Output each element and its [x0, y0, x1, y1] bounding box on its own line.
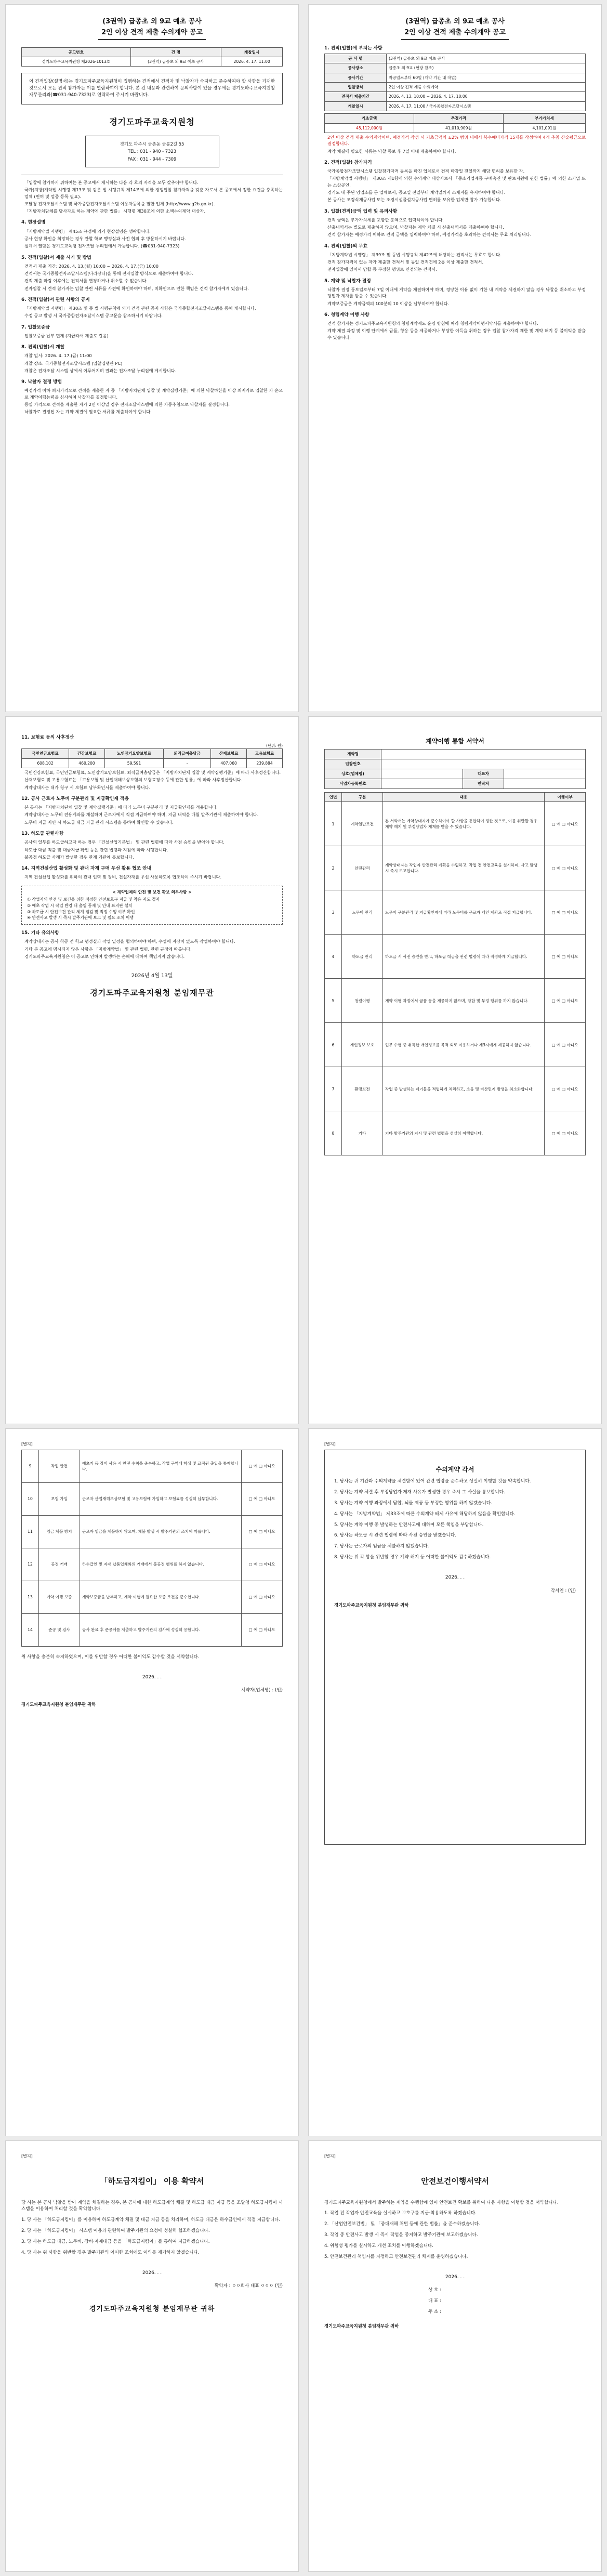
section-line: 경기도파주교육지원청은 이 공고로 인하여 발생하는 손해에 대하여 책임지지 않습니다.: [24, 953, 185, 959]
form-value: [381, 779, 463, 789]
pledge-cell: 환경보전: [342, 1067, 383, 1111]
insurance-header: 건강보험료: [69, 749, 105, 758]
section-line: 개찰 일시: 2026. 4. 17.(금) 11:00: [24, 353, 92, 359]
insurance-value: -: [164, 758, 211, 768]
notice-title: [324, 17, 586, 40]
signature-field: 상 호 :: [428, 2288, 441, 2293]
pledge-cell: 하수급인 및 자재 납품업체와의 거래에서 불공정 행위를 하지 않습니다.: [80, 1548, 242, 1581]
insurance-header: 산재보험료: [211, 749, 247, 758]
info-value: 2026. 4. 13. 10:00 ~ 2026. 4. 17. 10:00: [387, 92, 586, 101]
section-line: 견적 참가자는 경기도파주교육지원청의 청렴계약제도 운영 방침에 따라 청렴계약이행서약서를 제출하여야 합니다.: [327, 320, 538, 326]
cell-base-price: 45,112,000원: [325, 123, 414, 133]
pledge-line: 4. 당 사는 위 사항을 위반할 경우 발주기관의 어떠한 조치에도 이의를 제기하지 않겠습니다.: [21, 2250, 200, 2255]
safety-duty-item: ④ 안전사고 발생 시 즉시 발주기관에 보고 및 필요 조치 이행: [27, 915, 134, 921]
pledge-row: [325, 935, 586, 979]
contact-fax: FAX : 031 - 944 - 7309: [127, 156, 177, 162]
notice-sections: [21, 769, 283, 880]
pledge-cell: 7: [325, 1067, 342, 1111]
pledge-cell: 계약 이행 보증: [39, 1581, 80, 1614]
cell-est-price: 41,010,909원: [414, 123, 503, 133]
pledge-cell: 5: [325, 979, 342, 1023]
info-row: [325, 73, 586, 82]
note-text: 계약 체결에 필요한 서류는 낙찰 통보 후 7일 이내 제출하여야 합니다.: [327, 148, 456, 154]
pledge-closing: 위 사항을 충분히 숙지하였으며, 이를 위반할 경우 어떠한 불이익도 감수할 것을 서약합니다.: [21, 1654, 200, 1660]
pledge-row: [22, 1450, 283, 1483]
pledge-cell: □ 예 □ 아니오: [545, 846, 586, 890]
section-line: 「지방계약법 시행령」 제30조 및 동 법 시행규칙에 의거 견적 관련 공지 사항은 국가종합전자조달시스템을 통해 게시합니다.: [24, 306, 256, 311]
section-line: 동일 가격으로 견적을 제출한 자가 2인 이상일 경우 전자조달시스템에 의한 자동추첨으로 낙찰자를 결정합니다.: [24, 402, 230, 408]
notice-sections: [21, 930, 283, 960]
pledge-cell: 준공 및 검사: [39, 1614, 80, 1647]
signature-field: 대 표 :: [428, 2298, 441, 2304]
info-row: [325, 92, 586, 101]
insurance-header: 국민연금보험료: [22, 749, 69, 758]
section-line: 계약 체결 과정 및 이행 단계에서 금품, 향응 등을 제공하거나 부당한 이득을 취하는 경우 입찰 참가자격 제한 및 계약 해지 등 불이익을 받을 수 있습니다.: [327, 328, 586, 340]
section-line: 「입찰에 참가하기 위하여는 본 공고에서 제시하는 다음 각 호의 자격을 모두 갖추어야 합니다.: [24, 179, 199, 185]
insurance-table: [21, 748, 283, 768]
agency-name: 경기도파주교육지원청: [109, 117, 195, 127]
pledge-cell: □ 예 □ 아니오: [242, 1581, 283, 1614]
pledge-cell: 계약보증금을 납부하고, 계약 이행에 필요한 보증 조건을 준수합니다.: [80, 1581, 242, 1614]
safety-duty-item: ③ 하도급 시 안전보건 관리 체계 점검 및 적정 수행 여부 확인: [27, 909, 135, 914]
pledge-cell: 계약상대자는 작업자 안전관리 계획을 수립하고, 작업 전 안전교육을 실시하며, 사고 발생 시 즉시 보고합니다.: [383, 846, 545, 890]
title-line-1: (3권역) 급종초 외 9교 예초 공사: [405, 18, 505, 25]
form-label: 연락처: [463, 779, 504, 789]
header-vat: 부가가치세: [503, 114, 585, 123]
section-line: 낙찰자 결정 통보일로부터 7일 이내에 계약을 체결하여야 하며, 정당한 이유 없이 기한 내 계약을 체결하지 않을 경우 낙찰을 취소하고 부정당업자 제재를 받을 수 있습니다.: [327, 286, 586, 299]
section-line: 수정 공고 발생 시 국가종합전자조달시스템 공고문을 참조하시기 바랍니다.: [24, 313, 163, 319]
section-heading: 7. 입찰보증금: [21, 324, 50, 330]
pledge-row: [325, 890, 586, 935]
section-line: 전자입찰 시 견적 참가자는 입찰 관련 서류를 사전에 확인하여야 하며, 미확인으로 인한 책임은 견적 참가자에게 있습니다.: [24, 285, 249, 291]
pledge-row: [325, 1067, 586, 1111]
safety-duty-title: < 계약업체의 안전 및 보건 확보 의무사항 >: [112, 889, 192, 895]
title-line-2: 2인 이상 견적 제출 수의계약 공고: [98, 28, 206, 40]
pledge-header: 이행여부: [545, 793, 586, 802]
pledge-line: 5. 당사는 계약 이행 중 발생하는 안전사고에 대하여 모든 책임을 부담합니다.: [334, 1522, 484, 1528]
section-line: 입찰보증금 납부 면제 (지급각서 제출로 갈음): [24, 333, 109, 338]
safety-duty-item: ① 작업자의 안전 및 보건을 위한 적정한 안전보호구 지급 및 착용 지도 철저: [27, 897, 160, 902]
section-heading: 15. 기타 유의사항: [21, 930, 59, 936]
section-heading: 4. 현장설명: [21, 220, 46, 226]
pledge-line: 5. 안전보건관리 책임자를 지정하고 안전보건관리 체계를 운영하겠습니다.: [324, 2254, 468, 2259]
pledge-cell: □ 예 □ 아니오: [545, 1023, 586, 1067]
pledge-cell: 작업 안전: [39, 1450, 80, 1483]
contact-tel: TEL : 031 - 940 - 7323: [127, 149, 177, 154]
section-heading: 6. 견적(입찰)서 관련 사항의 공지: [21, 297, 90, 303]
pledge-row: [325, 1111, 586, 1155]
form-value: [381, 759, 586, 769]
section-line: 계약보증금은 계약금액의 100분의 10 이상을 납부하여야 합니다.: [327, 300, 450, 306]
safety-duty-item: ② 예초 작업 시 작업 반경 내 출입 통제 및 안내 표지판 설치: [27, 903, 133, 908]
pledge-line: 2. 당 사는 「하도급지킴이」 시스템 이용과 관련하여 발주기관의 요청에 성실히 협조하겠습니다.: [21, 2228, 210, 2234]
pledge-cell: 2: [325, 846, 342, 890]
pledge-cell: 안전관리: [342, 846, 383, 890]
info-table: [324, 54, 586, 111]
section-line: 국가종합전자조달시스템 입찰참가자격 등록을 마친 업체로서 견적 마감일 전일까지 해당 면허를 보유한 자.: [327, 168, 525, 174]
pledge-cell: 공사 완료 후 준공계를 제출하고 발주기관의 검사에 성실히 응합니다.: [80, 1614, 242, 1647]
pledge-cell: 청렴이행: [342, 979, 383, 1023]
section-line: 국가(지방)계약법 시행령 제13조 및 같은 법 시행규칙 제14조에 의한 경쟁입찰 참가자격을 갖춘 자로서 본 공고에서 정한 요건을 충족하는 업체 (면허 및 업종 등록 필요).: [24, 187, 283, 199]
signature-line: 확약자 : ㅇㅇ회사 대표 ㅇㅇㅇ (인): [214, 2283, 283, 2289]
notice-sections: [21, 179, 283, 415]
contact-box: [85, 136, 219, 167]
insurance-value: 239,884: [247, 758, 283, 768]
header-open-date: 개찰일시: [221, 47, 283, 57]
intro-box: 이 견적입찰(설명서)는 경기도파주교육지원청이 집행하는 견적에서 견적자 및 낙찰자가 숙지하고 준수하여야 할 사항을 기재한 것으로서 모든 견적 참가자는 이를 열람하여야 합니다. 본 건 내용과 관련하여 문의사항이 있을 경우에는 경기도파주교육지원청 재무관리과(☎031-940-7323)로 연락하여 주시기 바랍니다.: [21, 73, 283, 104]
signature-field: 주 소 :: [428, 2309, 441, 2315]
pledge-cell: 공정 거래: [39, 1548, 80, 1581]
section-line: 견적 금액은 부가가치세를 포함한 총액으로 입력하여야 합니다.: [327, 217, 444, 222]
pledge-cell: 10: [22, 1483, 39, 1516]
pledge-cell: 본 서약서는 계약상대자가 준수하여야 할 사항을 통합하여 정한 것으로, 이를 위반할 경우 계약 해지 및 부정당업자 제재를 받을 수 있습니다.: [383, 802, 545, 846]
form-label: 계약명: [325, 750, 381, 759]
issuing-authority: 경기도파주교육지원청 분임재무관: [90, 988, 214, 998]
pledge-title: 계약이행 통합 서약서: [426, 738, 484, 745]
info-label: 공사기간: [325, 73, 387, 82]
section-line: 낙찰자로 결정된 자는 계약 체결에 필요한 서류를 제출하여야 합니다.: [24, 409, 152, 415]
safety-title: 안전보건이행서약서: [421, 2176, 489, 2186]
pledge-cell: 개인정보 보호: [342, 1023, 383, 1067]
pledge-line: 1. 당 사는 「하도급지킴이」를 이용하여 하도급계약 체결 및 대금 지급 등을 처리하며, 하도급 대금은 하수급인에게 직접 지급합니다.: [21, 2217, 280, 2223]
section-line: 「지방계약법 시행령」 제39조 및 동법 시행규칙 제42조에 해당하는 견적서는 무효로 합니다.: [327, 252, 502, 257]
info-value: (3권역) 급종초 외 9교 예초 공사: [387, 54, 586, 63]
notice-sections: [324, 160, 586, 340]
section-heading: 13. 하도급 관련사항: [21, 831, 64, 837]
section-line: 「지방계약법 시행령」 제30조 제1항에 의한 수의계약 대상자로서 「중소기업제품 구매촉진 및 판로지원에 관한 법률」에 의한 소기업 또는 소상공인.: [327, 176, 586, 188]
pledge-cell: 9: [22, 1450, 39, 1483]
price-table: [324, 113, 586, 133]
form-row: [325, 750, 586, 759]
pledge-cell: 14: [22, 1614, 39, 1647]
signature-line: 각서인 : (인): [550, 1588, 576, 1594]
section-line: 견적 제출 마감 이후에는 견적서를 변경하거나 취소할 수 없습니다.: [24, 278, 148, 284]
section-line: 견적서 제출 기간: 2026. 4. 13.(월) 10:00 ~ 2026. 4. 17.(금) 10:00: [24, 263, 159, 269]
pledge-cell: 업무 수행 중 취득한 개인정보를 목적 외로 이용하거나 제3자에게 제공하지 않습니다.: [383, 1023, 545, 1067]
pledge-row: [22, 1516, 283, 1548]
form-value: [504, 779, 586, 789]
section-line: 본 공사는 조경식재공사업 또는 조경시설물설치공사업 면허를 보유한 업체만 참가 가능합니다.: [327, 197, 502, 203]
section-heading: 9. 낙찰자 결정 방법: [21, 379, 62, 385]
addressee: 경기도파주교육지원청 분임재무관 귀하: [324, 2323, 399, 2329]
company-info-table: [324, 749, 586, 789]
note-text: 2인 이상 견적 제출 수의계약이며, 예정가격 작성 시 기초금액의 ±2% 범위 내에서 복수예비가격 15개를 작성하여 4개 추첨 산술평균으로 결정합니다.: [327, 135, 586, 147]
pledge-row: [22, 1614, 283, 1647]
insurance-value: 608,102: [22, 758, 69, 768]
section-line: 설계서 열람은 경기도교육청 전자조달 누리집에서 가능합니다. (☎031-940-7323): [24, 243, 180, 249]
notice-page-2: [308, 4, 602, 712]
safety-duty-box: [21, 886, 283, 925]
insurance-value: 460,200: [69, 758, 105, 768]
section-line: 불공정 하도급 사례가 발생한 경우 관계 기관에 통보합니다.: [24, 854, 134, 860]
pledge-line: 8. 당사는 위 각 항을 위반할 경우 계약 해지 등 어떠한 불이익도 감수하겠습니다.: [334, 1555, 491, 1560]
section-line: 견적 참가자격이 없는 자가 제출한 견적서 및 동일 견적건에 2통 이상 제출한 견적서.: [327, 259, 484, 265]
memo-title: 수의계약 각서: [436, 1466, 474, 1473]
insurance-header: 퇴직급여충당금: [164, 749, 211, 758]
pledge-row: [325, 979, 586, 1023]
insurance-header: 노인장기요양보험료: [104, 749, 163, 758]
date-line: 2026. . .: [142, 1674, 162, 1680]
pledge-cell: 11: [22, 1516, 39, 1548]
form-value: [504, 769, 586, 779]
section-heading: 5. 계약 및 낙찰자 결정: [324, 278, 371, 284]
info-row: [325, 54, 586, 63]
section-line: 하도급 대금 직불 및 대금지급 확인 등은 관련 법령과 지침에 따라 시행합니다.: [24, 847, 168, 852]
pledge-row: [325, 1023, 586, 1067]
section-line: 예정가격 이하 최저가격으로 견적을 제출한 자 중 「지방자치단체 입찰 및 계약집행기준」에 의한 낙찰하한율 이상 최저가로 입찰한 자 순으로 계약이행능력을 심사하여 낙찰자를 결정합니다.: [24, 388, 283, 400]
pledge-line: 6. 당사는 하도급 시 관련 법령에 따라 사전 승인을 받겠습니다.: [334, 1533, 456, 1539]
title-line-2: 2인 이상 견적 제출 수의계약 공고: [401, 28, 509, 40]
section-line: 지역 건설산업 활성화를 위하여 관내 인력 및 장비, 건설자재를 우선 사용하도록 협조하여 주시기 바랍니다.: [24, 874, 222, 880]
section-line: 「지방자치단체를 당사자로 하는 계약에 관한 법률」 시행령 제30조에 의한 소액수의계약 대상자.: [24, 208, 206, 214]
pledge-cell: 근로자 임금을 체불하지 않으며, 체불 발생 시 발주기관의 조치에 따릅니다.: [80, 1516, 242, 1548]
info-label: 견적서 제출기간: [325, 92, 387, 101]
pledge-line: 3. 당 사는 하도급 대금, 노무비, 장비·자재대금 등을 「하도급지킴이」를 통하여 지급하겠습니다.: [21, 2239, 210, 2245]
form-label: 대표자: [463, 769, 504, 779]
pledge-cell: □ 예 □ 아니오: [242, 1450, 283, 1483]
section-line: 「지방계약법 시행령」 제45조 규정에 의거 현장설명은 생략합니다.: [24, 228, 151, 234]
info-label: 공 사 명: [325, 54, 387, 63]
cell-title: (3권역) 급종초 외 9교 예초 공사: [130, 57, 221, 67]
section-heading: 6. 청렴계약 이행 사항: [324, 312, 370, 318]
attachment-tag: [별지]: [21, 1442, 33, 1447]
info-value: 급종초 외 9교 (현장 참조): [387, 63, 586, 73]
subcontract-confirm-page: [5, 2140, 299, 2572]
header-base-price: 기초금액: [325, 114, 414, 123]
pledge-cell: 13: [22, 1581, 39, 1614]
section-heading: 14. 지역건설산업 활성화 및 관내 자재 구매 우선 활용 협조 안내: [21, 866, 152, 872]
form-value: [381, 769, 463, 779]
pledge-line: 3. 작업 중 안전사고 발생 시 즉시 작업을 중지하고 발주기관에 보고하겠습니다.: [324, 2232, 478, 2238]
form-row: [325, 759, 586, 769]
unit-label: (단위: 원): [266, 743, 283, 748]
date-line: 2026. . .: [142, 2270, 162, 2276]
memo-frame: [324, 1450, 586, 1845]
section-heading: 3. 입찰(견적)금액 입력 및 유의사항: [324, 208, 398, 214]
form-label: 상호(업체명): [325, 769, 381, 779]
section-line: 산출내역서는 별도로 제출하지 않으며, 낙찰자는 계약 체결 시 산출내역서를 제출하여야 합니다.: [327, 225, 504, 230]
pledge-line: 당 사는 본 공사 낙찰을 받아 계약을 체결하는 경우, 본 공사에 대한 하도급계약 체결 및 하도급 대금 지급 등을 조달청 하도급지킴이 시스템을 이용하여 처리할 것을 확약합니다.: [21, 2200, 283, 2212]
section-line: 공사 현장 확인을 희망하는 경우 관할 학교 행정실과 사전 협의 후 방문하시기 바랍니다.: [24, 235, 186, 241]
pledge-cell: 8: [325, 1111, 342, 1155]
addressee: 경기도파주교육지원청 분임재무관 귀하: [21, 1702, 96, 1707]
pledge-row: [22, 1581, 283, 1614]
pledge-cell: 노무비 구분관리 및 지급확인제에 따라 노무비를 근로자 개인 계좌로 직접 지급합니다.: [383, 890, 545, 935]
pledge-cell: 작업 중 발생하는 폐기물을 적법하게 처리하고, 소음 및 비산먼지 발생을 최소화합니다.: [383, 1067, 545, 1111]
insurance-value: 407,060: [211, 758, 247, 768]
contract-memo-page: [308, 1428, 602, 2136]
section-line: 산재보험료 및 고용보험료는 「고용보험 및 산업재해보상보험의 보험료징수 등에 관한 법률」에 따라 사후정산합니다.: [24, 777, 243, 783]
info-row: [325, 63, 586, 73]
pledge-table: [324, 792, 586, 1155]
pledge-row: [325, 802, 586, 846]
pledge-cell: 임금 체불 방지: [39, 1516, 80, 1548]
contact-address: 경기도 파주시 금촌동 금릉2길 55: [120, 141, 184, 147]
form-row: [325, 769, 586, 779]
section-line: 개찰은 전자조달 시스템 상에서 이루어지며 결과는 전자조달 누리집에 게시합니다.: [24, 367, 177, 373]
section-line: 계약상대자는 공사 착공 전 학교 행정실과 작업 일정을 협의하여야 하며, 수업에 지장이 없도록 작업하여야 합니다.: [24, 939, 235, 944]
header-notice-no: 공고번호: [22, 47, 131, 57]
section-line: 계약상대자는 대가 청구 시 보험료 납부확인서를 제출하여야 합니다.: [24, 784, 151, 790]
pledge-line: 경기도파주교육지원청에서 발주하는 계약을 수행함에 있어 안전보건 확보를 위하여 다음 사항을 이행할 것을 서약합니다.: [324, 2200, 559, 2205]
pledge-header: 구분: [342, 793, 383, 802]
insurance-header: 고용보험료: [247, 749, 283, 758]
pledge-line: 3. 당사는 계약 이행 과정에서 담합, 뇌물 제공 등 부정한 행위를 하지 않겠습니다.: [334, 1500, 492, 1506]
info-label: 공사장소: [325, 63, 387, 73]
pledge-page: [308, 716, 602, 1424]
section-line: 계약상대자는 노무비 전용계좌를 개설하여 근로자에게 직접 지급하여야 하며, 지급 내역을 매월 발주기관에 제출하여야 합니다.: [24, 812, 259, 818]
addressee: 경기도파주교육지원청 분임재무관 귀하: [89, 2305, 215, 2314]
pledge-cell: □ 예 □ 아니오: [545, 979, 586, 1023]
signature-line: 서약자(업체명) : (인): [241, 1688, 283, 1693]
info-label: 개찰일시: [325, 101, 387, 111]
notice-page-1: [5, 4, 299, 712]
section-line: 전자입찰에 있어서 담합 등 부정한 행위로 인정되는 견적서.: [327, 267, 437, 272]
pledge-cell: 노무비 관리: [342, 890, 383, 935]
pledge-cell: 1: [325, 802, 342, 846]
pledge-cell: 12: [22, 1548, 39, 1581]
date-line: 2026. . .: [445, 1575, 465, 1581]
pledge-table: [21, 1450, 283, 1647]
section-heading: 2. 견적(입찰) 참가자격: [324, 160, 372, 165]
pledge-cell: 보험 가입: [39, 1483, 80, 1516]
pledge-line: 2. 당사는 계약 체결 후 부정당업자 제재 사유가 발생한 경우 즉시 그 사실을 통보합니다.: [334, 1489, 505, 1495]
section-heading: 8. 견적(입찰)서 개찰: [21, 345, 65, 350]
cell-vat: 4,101,091원: [503, 123, 585, 133]
section-line: 경기도 내 주된 영업소를 둔 업체로서, 공고일 전일부터 계약일까지 소재지를 유지하여야 합니다.: [327, 189, 506, 195]
pledge-row: [325, 846, 586, 890]
attachment-tag: [별지]: [324, 1442, 336, 1447]
pledge-line: 2. 「산업안전보건법」 및 「중대재해 처벌 등에 관한 법률」을 준수하겠습니다.: [324, 2222, 480, 2227]
section-line: 견적 참가자는 예정가격 이하로 견적 금액을 입력하여야 하며, 예정가격을 초과하는 견적서는 무효 처리됩니다.: [327, 232, 532, 238]
section-heading: 1. 견적(입찰)에 부치는 사항: [324, 45, 382, 51]
section-line: 조달청 전자조달시스템 및 국가종합전자조달시스템 이용자등록을 필한 업체 (http://www.g2b.go.kr).: [24, 201, 215, 206]
pledge-header: 연번: [325, 793, 342, 802]
date-line: 2026. . .: [445, 2274, 465, 2280]
pledge-line: 1. 작업 전 작업자 안전교육을 실시하고 보호구를 지급·착용하도록 하겠습니다.: [324, 2211, 477, 2216]
section-line: 개찰 장소: 국가종합전자조달시스템 (입찰집행관 PC): [24, 360, 123, 366]
pledge-cell: 하도급 시 사전 승인을 받고, 하도급 대금을 관련 법령에 따라 적정하게 지급합니다.: [383, 935, 545, 979]
info-row: [325, 83, 586, 92]
form-value: [381, 750, 586, 759]
header-est-price: 추정가격: [414, 114, 503, 123]
pledge-cell: □ 예 □ 아니오: [545, 1111, 586, 1155]
section-line: 공사의 일부를 하도급하고자 하는 경우 「건설산업기본법」 및 관련 법령에 따라 사전 승인을 받아야 합니다.: [24, 839, 225, 845]
pledge-cell: 계약일반조건: [342, 802, 383, 846]
section-heading: 12. 공사 근로자 노무비 구분관리 및 지급확인제 적용: [21, 796, 129, 801]
pledge-header: 내용: [383, 793, 545, 802]
pledge-cell: 3: [325, 890, 342, 935]
notice-date: 2026년 4월 13일: [131, 973, 173, 979]
pledge-cell: □ 예 □ 아니오: [242, 1516, 283, 1548]
info-value: 2인 이상 견적 제출 수의계약: [387, 83, 586, 92]
section-line: 노무비 지급 지연 시 하도급 대금 지급 관리 시스템을 통하여 확인할 수 있습니다.: [24, 819, 174, 825]
title-line-1: (3권역) 급종초 외 9교 예초 공사: [102, 18, 202, 25]
section-line: 견적서는 국가종합전자조달시스템(나라장터)을 통해 전자입찰 방식으로 제출하여야 합니다.: [24, 271, 194, 277]
pledge-line: 1. 당사는 귀 기관과 수의계약을 체결함에 있어 관련 법령을 준수하고 성실히 이행할 것을 약속합니다.: [334, 1479, 531, 1484]
safety-pledge-page: [308, 2140, 602, 2572]
attachment-tag: [별지]: [21, 2154, 33, 2159]
info-value: 착공일로부터 60일 (개약 기간 내 작업): [387, 73, 586, 82]
pledge-row: [22, 1483, 283, 1516]
pledge-cell: □ 예 □ 아니오: [242, 1548, 283, 1581]
cell-open-date: 2026. 4. 17. 11:00: [221, 57, 283, 67]
insurance-value: 59,591: [104, 758, 163, 768]
attachment-tag: [별지]: [324, 2154, 336, 2159]
pledge-row: [22, 1548, 283, 1581]
notice-page-3: [5, 716, 299, 1424]
section-heading: 5. 견적(입찰)서 제출 시기 및 방법: [21, 255, 91, 260]
cell-notice-no: 경기도파주교육지원청 제2026-1013호: [22, 57, 131, 67]
pledge-line: 4. 위험성 평가를 실시하고 개선 조치를 이행하겠습니다.: [324, 2243, 433, 2249]
form-row: [325, 779, 586, 789]
pledge-cell: □ 예 □ 아니오: [545, 935, 586, 979]
pledge-cell: □ 예 □ 아니오: [545, 1067, 586, 1111]
addressee: 경기도파주교육지원청 분임재무관 귀하: [334, 1602, 409, 1608]
pledge-cell: 예초기 등 장비 사용 시 안전 수칙을 준수하고, 작업 구역에 학생 및 교직원 출입을 통제합니다.: [80, 1450, 242, 1483]
pledge-cell: □ 예 □ 아니오: [545, 802, 586, 846]
pledge-page-continued: [5, 1428, 299, 2136]
header-title: 건 명: [130, 47, 221, 57]
form-label: 사업자등록번호: [325, 779, 381, 789]
pledge-cell: □ 예 □ 아니오: [242, 1483, 283, 1516]
section-heading: 4. 견적(입찰)의 무효: [324, 243, 368, 249]
pledge-cell: 기타: [342, 1111, 383, 1155]
confirm-title: 「하도급지킴이」 이용 확약서: [100, 2176, 204, 2186]
pledge-cell: 6: [325, 1023, 342, 1067]
info-value: 2026. 4. 17. 11:00 / 국가종합전자조달시스템: [387, 101, 586, 111]
pledge-cell: 하도급 관리: [342, 935, 383, 979]
pledge-cell: □ 예 □ 아니오: [545, 890, 586, 935]
notice-title: [21, 17, 283, 40]
pledge-cell: 기타 발주기관의 지시 및 관련 법령을 성실히 이행합니다.: [383, 1111, 545, 1155]
pledge-line: 7. 당사는 근로자의 임금을 체불하지 않겠습니다.: [334, 1544, 429, 1549]
summary-table: [21, 47, 283, 67]
section-line: 기타 본 공고에 명시되지 않은 사항은 「지방계약법」 및 관련 법령, 관련 규정에 따릅니다.: [24, 946, 192, 952]
info-label: 입찰방식: [325, 83, 387, 92]
pledge-cell: 근로자 산업재해보상보험 및 고용보험에 가입하고 보험료를 성실히 납부합니다.: [80, 1483, 242, 1516]
pledge-cell: 계약 이행 과정에서 금품 등을 제공하지 않으며, 담합 및 부정 행위를 하지 않습니다.: [383, 979, 545, 1023]
section-heading: 11. 보험료 등의 사후정산: [21, 735, 74, 740]
pledge-cell: □ 예 □ 아니오: [242, 1614, 283, 1647]
section-line: 본 공사는 「지방자치단체 입찰 및 계약집행기준」에 따라 노무비 구분관리 및 지급확인제를 적용합니다.: [24, 805, 218, 810]
pledge-line: 4. 당사는 「지방계약법」 제33조에 따른 수의계약 배제 사유에 해당하지 않음을 확인합니다.: [334, 1511, 516, 1517]
section-line: 국민건강보험료, 국민연금보험료, 노인장기요양보험료, 퇴직급여충당금은 「지방자치단체 입찰 및 계약집행기준」에 따라 사후정산합니다.: [24, 770, 281, 776]
pledge-cell: 4: [325, 935, 342, 979]
form-label: 입찰번호: [325, 759, 381, 769]
info-row: [325, 101, 586, 111]
